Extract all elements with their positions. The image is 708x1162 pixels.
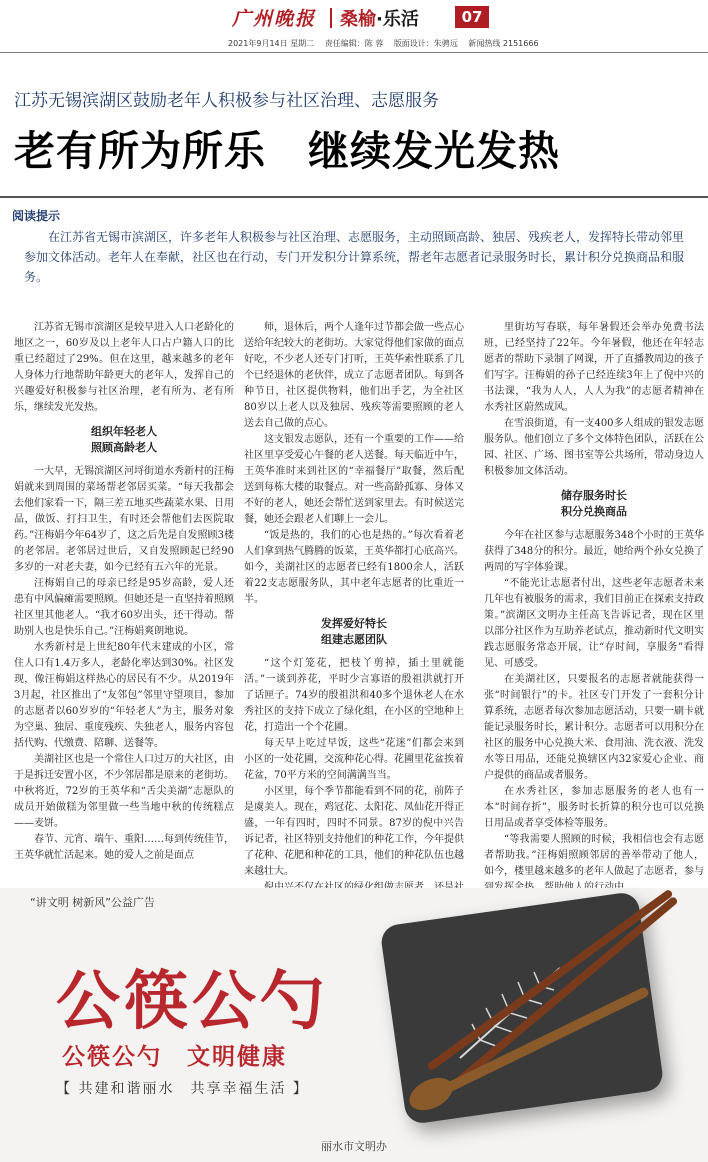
- paragraph: 汪梅娟自己的母亲已经是95岁高龄，爱人还患有中风偏瘫需要照顾。但她还是一直坚持着照顾社区里其他老人。“我才60岁出头，还干得动。帮助别人也是快乐自己。”汪梅娟爽朗地说。: [14, 578, 234, 637]
- article-column-1: [14, 320, 234, 880]
- masthead: [0, 0, 708, 56]
- issue-date: 2021年9月14日 星期二: [228, 39, 315, 48]
- public-service-ad: [0, 888, 708, 1162]
- paragraph: “这个灯笼花，把枝丫剪掉，插土里就能活。”一谈到养花，平时少言寡语的殷祖洪就打开了话匣子。74岁的殷祖洪和40多个退休老人在水秀社区的支持下成立了绿化组，在小区的空地种上花，打造出一个个花圃。: [244, 658, 464, 733]
- editor-credit: 责任编辑：陈 蓉: [324, 39, 384, 48]
- masthead-info: [228, 38, 547, 49]
- headline-rule: [0, 196, 708, 198]
- ad-tag: “讲文明 树新风”公益广告: [30, 896, 155, 909]
- paragraph: 美湖社区也是一个常住人口过万的大社区，由于是拆迁安置小区，不少邻居都是原来的老街坊。中秋将近，72岁的王英华和“舌尖美湖”志愿队的成员开始做糕为邻里做一些当地中秋的传统糕点——麦饼。: [14, 754, 234, 829]
- subtitle-line: 组建志愿团队: [321, 633, 387, 646]
- paragraph: “等我需要人照顾的时候，我相信也会有志愿者帮助我。”汪梅娟照顾邻居的善举带动了他人，如今，楼里越来越多的老年人做起了志愿者，参与: [484, 834, 704, 877]
- section-subtitle: [484, 488, 704, 520]
- article-column-2: [244, 320, 464, 880]
- section-subtitle: [14, 424, 234, 456]
- paragraph: 江苏省无锡市滨湖区是较早进入人口老龄化的地区之一，60岁及以上老年人口占户籍人口的比重已经超过了29%。但在这里，越来越多的老年人身体力行地帮助年龄更大的老年人，发挥自己的兴趣爱好积极参与社区治理，老有所为、老有所乐，继续发光发热。: [14, 322, 234, 413]
- paragraph: 今年在社区参与志愿服务348个小时的王英华获得了348分的积分。最近，她给两个孙女兑换了两周的写字体验课。: [484, 530, 704, 573]
- article-headline: 老有所为所乐 继续发光发热: [14, 127, 560, 175]
- subtitle-line: 储存服务时长: [561, 489, 627, 502]
- subtitle-line: 照顾高龄老人: [91, 441, 157, 454]
- paragraph: 师，退休后，两个人逢年过节都会做一些点心送给年纪较大的老街坊。大家觉得他们家做的面点好吃，不少老人还专门打听，王英华索性联系了几个已经退休的老伙伴，成立了志愿者团队。每到各种节日，社区提供物料，他们出手艺，为全社区80岁以上老人以及独居、残疾等需要照顾的老人送去自己做的点心。: [244, 322, 464, 429]
- masthead-section: [340, 5, 419, 31]
- section-dark: ·乐活: [376, 9, 419, 30]
- article-column-3: [484, 320, 704, 880]
- paragraph: “不能光让志愿者付出，这些老年志愿者未来几年也有被服务的需求，我们目前正在探索支持政策。”滨湖区文明办主任高飞告诉记者，现在区里以部分社区作为互助养老试点，推动新时代文明实践志愿服务常态开展，让“存时间，享服务”看得见、可感受。: [484, 578, 704, 669]
- ad-sponsor: 丽水市文明办: [321, 1140, 387, 1153]
- subtitle-line: 积分兑换商品: [561, 505, 627, 518]
- masthead-brand: 广州晚报: [232, 8, 317, 30]
- paragraph: 小区里，每个季节都能看到不同的花，前阵子是虞美人。现在，鸡冠花、太阳花、凤仙花开得正盛，一年有四时，四时不同景。87岁的倪中兴告诉记者，社区特别支持他们的种花工作，今年提供了花种、花肥和种花的工具，他们的种花队伍也越来越壮大。: [244, 786, 464, 877]
- section-red: 桑榆: [340, 9, 376, 30]
- paragraph: “饭是热的，我们的心也是热的。”每次看着老人们拿到热气腾腾的饭菜，王英华都打心底高兴。如今，美湖社区的志愿者已经有1800余人，活跃着22支志愿服务队，其中老年志愿者的比重近一半。: [244, 530, 464, 605]
- paragraph: 每天早上吃过早饭，这些“花迷”们都会来到小区的一处花圃，交流种花心得。花圃里花盆挨着花盆，70平方米的空间满满当当。: [244, 738, 464, 781]
- ad-headline: 公筷公勺: [56, 965, 328, 1039]
- masthead-separator: [330, 8, 332, 28]
- paragraph: 里街坊写春联，每年暑假还会举办免费书法班，已经坚持了22年。今年暑假，他还在年轻志愿者的帮助下录制了网课，开了直播教周边的孩子们写字。汪梅娟的孙子已经连续3年上了倪中兴的书法课，“我为人人，人人为我”的志愿者精神在水秀社区蔚然成风。: [484, 322, 704, 413]
- lead-title: 阅读提示: [12, 209, 61, 223]
- subtitle-line: 发挥爱好特长: [321, 617, 387, 630]
- ad-slogan: 公筷公勺 文明健康: [62, 1044, 287, 1070]
- paragraph: 一大早，无锡滨湖区河埒街道水秀新村的汪梅娟就来到周围的菜场帮老邻居买菜。“每天我都会去他们家看一下，隔三差五地买些蔬菜水果、日用品，做饭、打扫卫生，有时还会帮他们去医院取药。”汪梅娟今年64岁了，这之后先是自发照顾3楼的老邻居。老邻居过世后，又自发照顾起已经90多岁的一对老夫妻，如今已经有五六年的光景。: [14, 466, 234, 573]
- paragraph: 这支银发志愿队，还有一个重要的工作——给社区里享受爱心午餐的老人送餐。每天临近中午，王英华准时来到社区的“幸福餐厅”取餐，然后配送到每栋大楼的取餐点。对一些高龄孤寡、身体又不好的老人，她还会帮忙送到家里去。有时候送完餐，她还会跟老人们聊上一会儿。: [244, 434, 464, 525]
- paragraph: 在雪浪街道，有一支400多人组成的银发志愿服务队。他们创立了多个文体特色团队，活跃在公园、社区、广场、图书室等公共场所，带动身边人积极参加文体活动。: [484, 418, 704, 477]
- news-hotline: 新闻热线 2151666: [468, 39, 539, 48]
- ad-subslogan: 【 共建和谐丽水 共享幸福生活 】: [56, 1081, 309, 1097]
- paragraph: 水秀新村是上世纪80年代末建成的小区，常住人口有1.4万多人，老龄化率达到30%。社区发现，像汪梅娟这样热心的居民有不少。从2019年3月起，社区推出了“友邻包”邻里守望项目，参加的志愿者以60岁岁的“年轻老人”为主，服务对象为空巢、独居、重度残疾、失独老人，服务内容包括代购、代缴费、陪聊、送餐等。: [14, 642, 234, 749]
- lead-text: 在江苏省无锡市滨湖区，许多老年人积极参与社区治理、志愿服务，主动照顾高龄、独居、残疾老人，发挥特长带动邻里参加文体活动。老年人在奉献，社区也在行动，专门开发积分计算系统，帮老年志愿者记录服务时长，累计积分兑换商品和服务。: [24, 230, 685, 284]
- masthead-divider: [0, 52, 708, 53]
- paragraph: 在美湖社区，只要报名的志愿者就能获得一张“时间银行”的卡。社区专门开发了一套积分计算系统，志愿者每次参加志愿活动，只要一刷卡就能记录服务时长，累计积分。志愿者可以用积分在社区的服务中心兑换大米、食用油、洗衣液、洗发水等日用品，还能兑换辖区内32家爱心企业、商户提供的商品或者服务。: [484, 674, 704, 781]
- article-subhead: 江苏无锡滨湖区鼓励老年人积极参与社区治理、志愿服务: [14, 91, 439, 111]
- paragraph: 春节、元宵、端午、重阳……每到传统佳节，王英华就忙活起来。她的爱人之前是面点: [14, 834, 234, 861]
- subtitle-line: 组织年轻老人: [91, 425, 157, 438]
- page-number: 07: [455, 6, 489, 28]
- paragraph: 在水秀社区，参加志愿服务的老人也有一本“时间存折”，服务时长折算的积分也可以兑换日用品或者享受体检等服务。: [484, 786, 704, 829]
- designer-credit: 版面设计：朱骋远: [393, 39, 458, 48]
- section-subtitle: [244, 616, 464, 648]
